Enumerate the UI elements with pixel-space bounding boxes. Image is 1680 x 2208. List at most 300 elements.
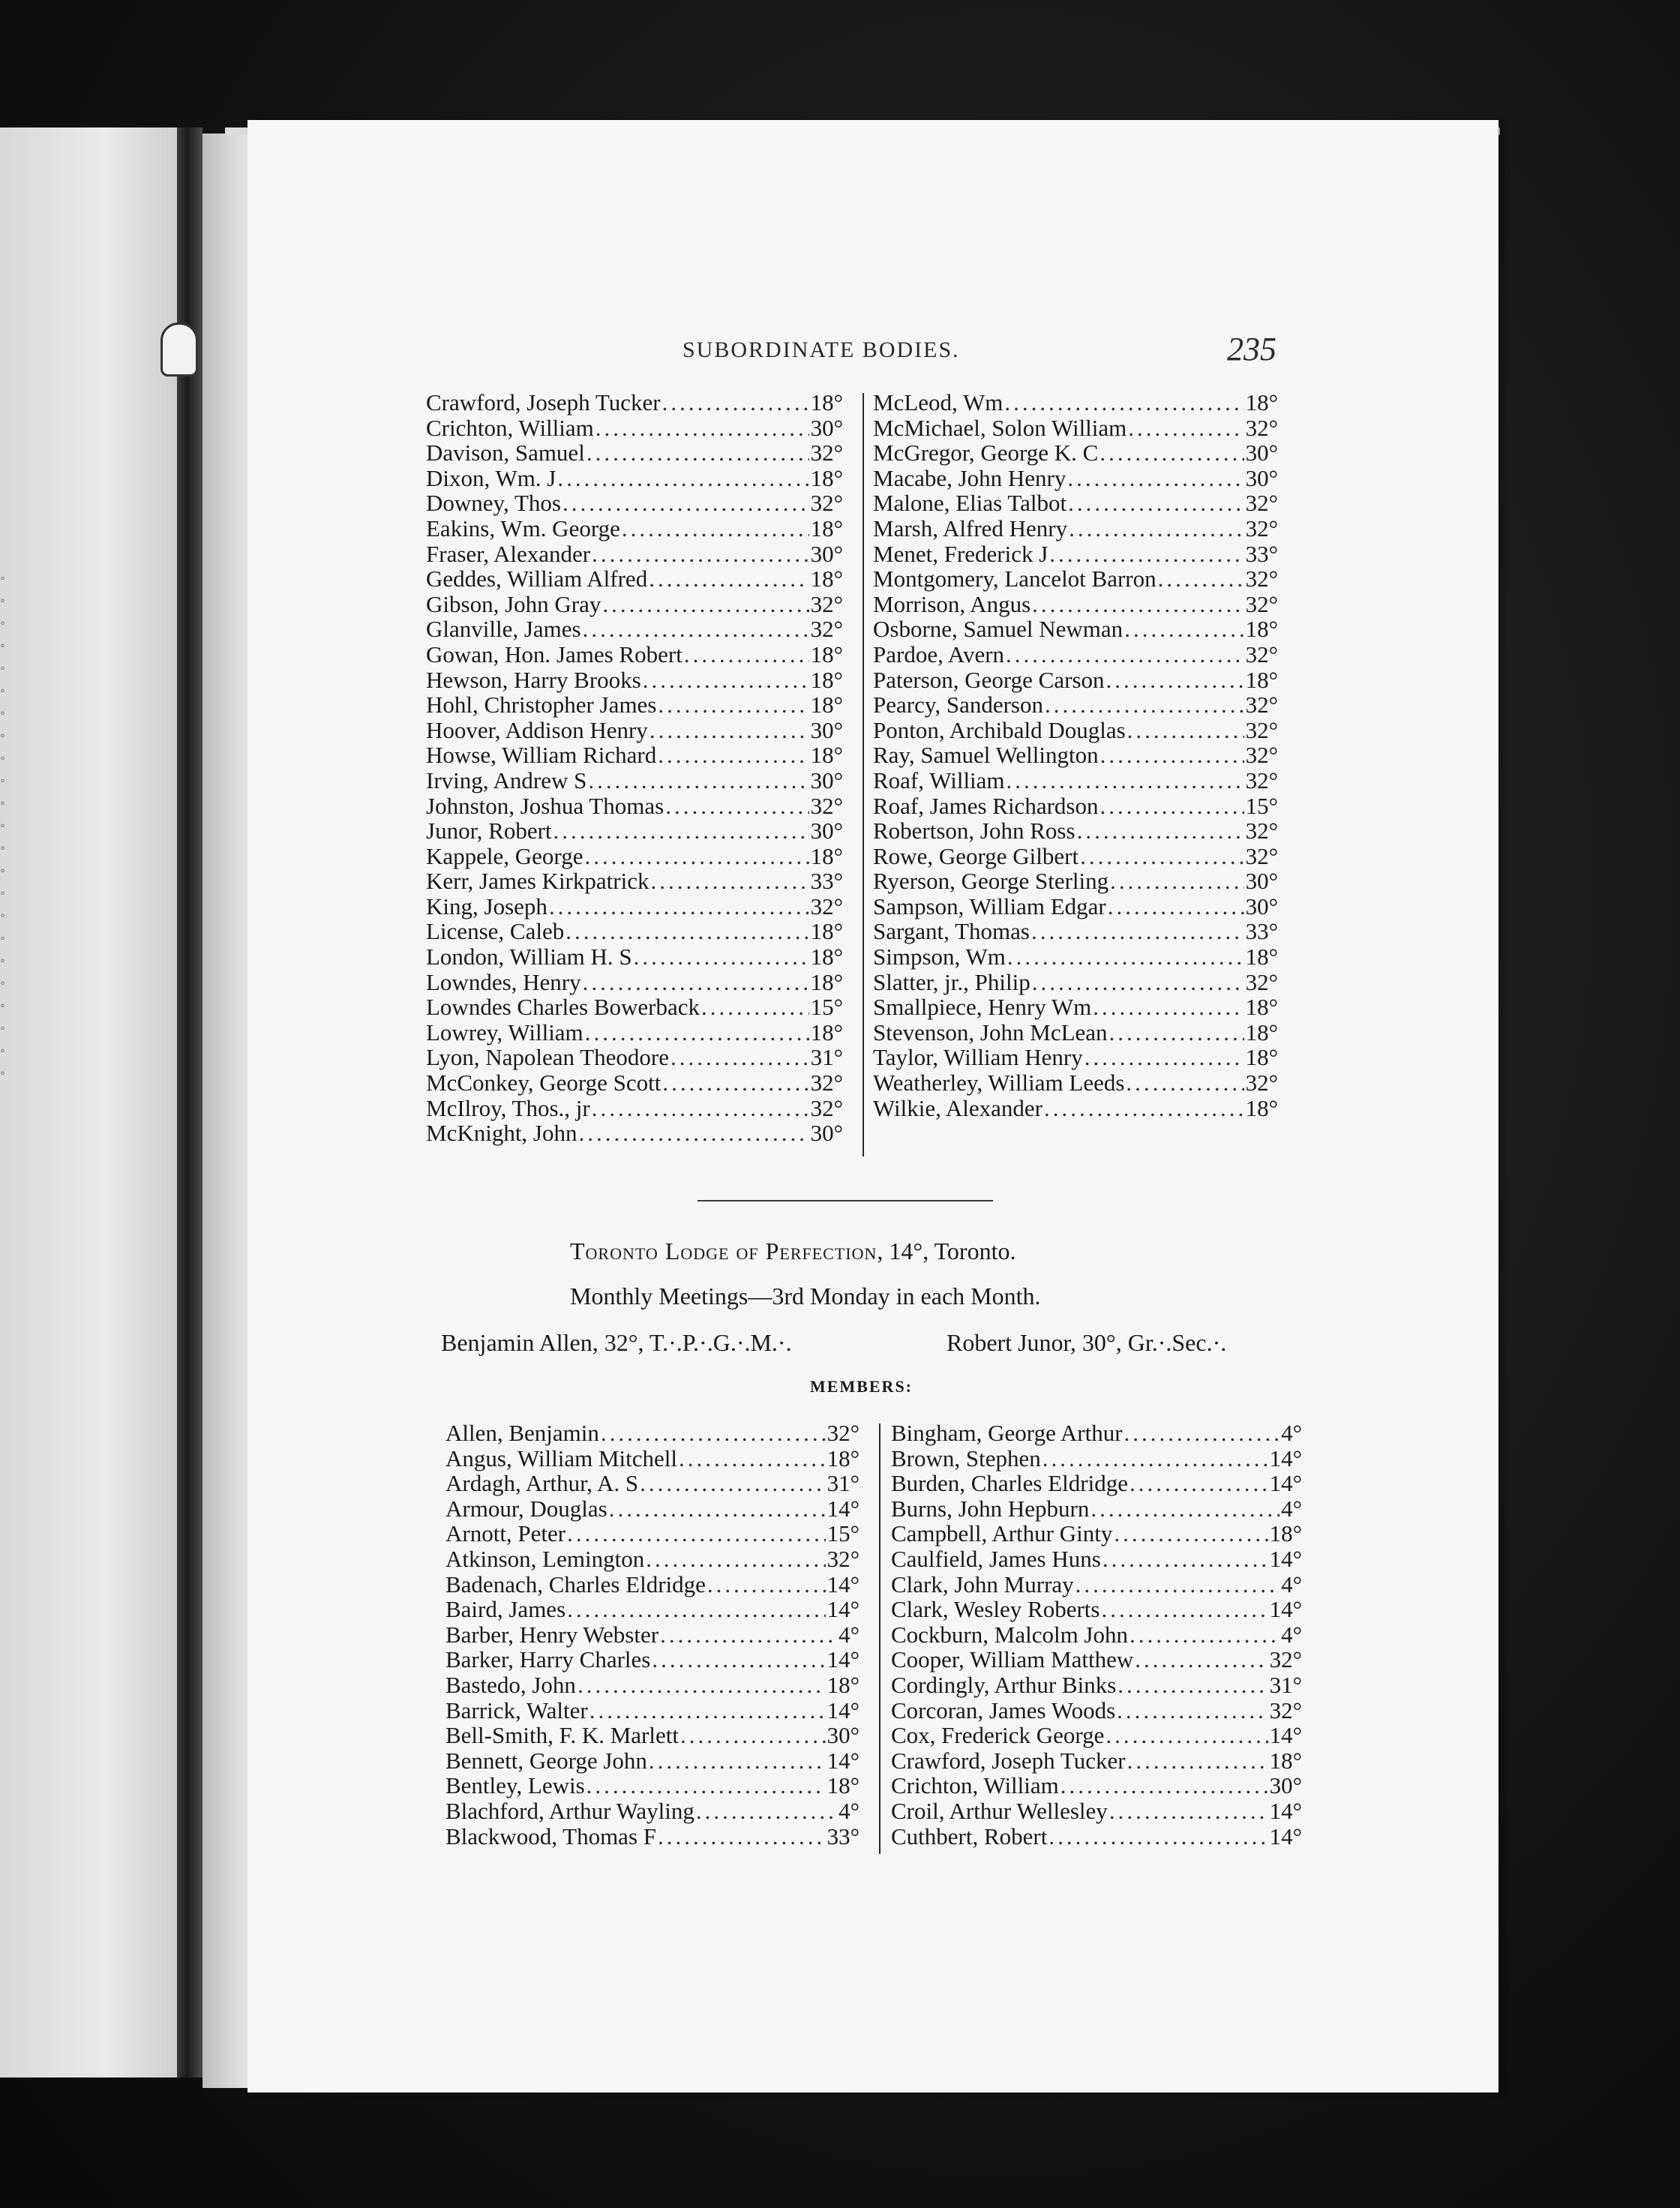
dot-leader (592, 1096, 809, 1121)
member-name: Corcoran, James Woods (891, 1696, 1116, 1724)
dot-leader (650, 868, 808, 894)
dot-leader (650, 718, 809, 743)
member-name: McKnight, John (426, 1120, 578, 1147)
officer-secretary: Robert Junor, 30°, Gr.·.Sec.·. (946, 1329, 1227, 1356)
dot-leader (1100, 794, 1244, 819)
dot-leader (1032, 970, 1244, 995)
member-degree: 30° (810, 1120, 843, 1147)
dot-leader (1114, 1521, 1268, 1546)
member-degree: 33° (810, 868, 843, 895)
dot-leader (1048, 1824, 1268, 1850)
member-degree: 18° (810, 944, 843, 970)
roster-entry (873, 994, 1278, 1020)
member-name: Ryerson, George Sterling (873, 868, 1109, 895)
member-name: Irving, Andrew S (426, 766, 587, 794)
member-degree: 32° (1245, 968, 1278, 995)
dot-leader (1031, 919, 1244, 944)
member-degree: 18° (1269, 1520, 1302, 1547)
member-name: McMichael, Solon William (873, 414, 1127, 441)
dot-leader (1109, 1020, 1244, 1046)
member-name: Bentley, Lewis (446, 1772, 585, 1799)
dot-leader (1067, 466, 1244, 491)
member-degree: 30° (810, 716, 843, 743)
member-degree: 32° (810, 490, 843, 517)
member-degree: 30° (1245, 868, 1278, 895)
roster-entry (426, 642, 843, 668)
member-name: Crawford, Joseph Tucker (426, 389, 661, 416)
member-name: Simpson, Wm (873, 944, 1006, 970)
member-name: Lowndes, Henry (426, 968, 581, 995)
member-name: Roaf, James Richardson (873, 792, 1099, 819)
member-name: Bell-Smith, F. K. Marlett (446, 1722, 679, 1749)
roster-entry (873, 844, 1278, 869)
roster-entry (426, 1096, 843, 1121)
dot-leader (609, 1496, 826, 1522)
member-name: Sampson, William Edgar (873, 892, 1106, 920)
dot-leader (622, 516, 809, 542)
dot-leader (590, 1698, 826, 1724)
dot-leader (602, 592, 808, 617)
member-name: Sargant, Thomas (873, 918, 1030, 945)
dot-leader (1042, 1446, 1268, 1472)
roster-entry (873, 794, 1278, 819)
member-degree: 18° (810, 566, 843, 592)
member-name: Burns, John Hepburn (891, 1495, 1090, 1522)
member-name: Wilkie, Alexander (873, 1094, 1043, 1121)
member-degree: 32° (1245, 842, 1278, 869)
member-degree: 32° (1245, 590, 1278, 617)
dot-leader (662, 1070, 808, 1096)
member-degree: 14° (1269, 1722, 1302, 1749)
member-degree: 32° (810, 1070, 843, 1096)
member-degree: 18° (810, 464, 843, 491)
member-degree: 32° (810, 792, 843, 819)
lodge-title-detail: , 14°, Toronto. (877, 1238, 1016, 1264)
member-degree: 14° (826, 1570, 860, 1598)
member-name: Junor, Robert (426, 818, 552, 844)
dot-leader (1106, 668, 1244, 693)
member-name: McGregor, George K. C (873, 440, 1099, 466)
member-name: Caulfield, James Huns (891, 1545, 1101, 1572)
member-name: Allen, Benjamin (446, 1420, 599, 1446)
dot-leader (707, 1572, 826, 1598)
member-degree: 18° (810, 1018, 843, 1046)
member-name: Barrick, Walter (446, 1696, 588, 1724)
dot-leader (584, 844, 808, 869)
roster-entry (891, 1496, 1302, 1522)
roster-entry (426, 466, 843, 491)
dot-leader (1068, 490, 1244, 516)
facing-page-edge (0, 128, 177, 2078)
dot-leader (1006, 768, 1244, 794)
member-name: Brown, Stephen (891, 1444, 1041, 1472)
roster-entry (873, 742, 1278, 768)
roster-entry (873, 542, 1278, 567)
member-degree: 15° (810, 994, 843, 1021)
dot-leader (1109, 1798, 1268, 1824)
member-degree: 30° (1245, 464, 1278, 491)
dot-leader (588, 768, 808, 794)
member-degree: 18° (1245, 1044, 1278, 1071)
member-name: Lowrey, William (426, 1018, 584, 1046)
member-degree: 18° (1245, 944, 1278, 970)
members-left-column (446, 1420, 860, 1849)
dot-leader (1006, 642, 1244, 668)
member-degree: 14° (826, 1747, 860, 1774)
member-name: Macabe, John Henry (873, 464, 1066, 491)
roster-entry (426, 440, 843, 466)
member-degree: 14° (826, 1646, 860, 1673)
roster-entry (426, 844, 843, 869)
member-degree: 4° (1281, 1420, 1302, 1446)
member-degree: 18° (1245, 994, 1278, 1021)
roster-entry (873, 390, 1278, 416)
roster-entry (873, 516, 1278, 542)
dot-leader (1032, 592, 1244, 617)
roster-entry (446, 1622, 860, 1648)
member-name: Lowndes Charles Bowerback (426, 994, 700, 1021)
upper-roster-left-column (426, 390, 843, 1146)
member-degree: 33° (1245, 540, 1278, 567)
dot-leader (1044, 1096, 1244, 1121)
dot-leader (1117, 1698, 1268, 1724)
member-degree: 30° (1245, 440, 1278, 466)
member-name: Hohl, Christopher James (426, 692, 657, 718)
member-degree: 18° (1245, 616, 1278, 643)
roster-entry (426, 516, 843, 542)
roster-entry (446, 1723, 860, 1748)
roster-entry (873, 868, 1278, 894)
dot-leader (579, 1120, 809, 1146)
roster-entry (873, 1020, 1278, 1046)
member-degree: 30° (826, 1722, 860, 1749)
roster-entry (426, 1020, 843, 1046)
book-spine (177, 128, 202, 2078)
roster-entry (426, 970, 843, 995)
member-name: Montgomery, Lancelot Barron (873, 566, 1156, 592)
dot-leader (549, 894, 809, 920)
roster-entry (873, 592, 1278, 617)
member-name: Eakins, Wm. George (426, 514, 620, 542)
member-name: Atkinson, Lemington (446, 1545, 645, 1572)
dot-leader (1118, 1672, 1268, 1698)
dot-leader (646, 1546, 825, 1572)
member-degree: 30° (1245, 892, 1278, 920)
member-name: Ardagh, Arthur, A. S (446, 1470, 639, 1497)
member-degree: 30° (810, 414, 843, 441)
dot-leader (586, 1773, 826, 1798)
member-degree: 18° (1245, 389, 1278, 416)
member-name: License, Caleb (426, 918, 565, 945)
roster-entry (873, 566, 1278, 592)
member-name: Glanville, James (426, 616, 581, 643)
roster-entry (873, 416, 1278, 441)
member-degree: 18° (826, 1772, 860, 1799)
member-name: McLeod, Wm (873, 389, 1004, 416)
member-degree: 18° (810, 692, 843, 718)
members-column-divider (879, 1424, 880, 1854)
roster-entry (426, 1045, 843, 1070)
dot-leader (562, 490, 809, 516)
lodge-name: Toronto Lodge of Perfection (570, 1238, 878, 1264)
dot-leader (1130, 1471, 1268, 1496)
member-name: Campbell, Arthur Ginty (891, 1520, 1113, 1547)
dot-leader (680, 1723, 826, 1748)
member-name: Cordingly, Arthur Binks (891, 1671, 1117, 1698)
upper-column-divider (862, 393, 864, 1156)
running-head: SUBORDINATE BODIES. (682, 338, 960, 362)
dot-leader (658, 1824, 826, 1850)
roster-entry (446, 1496, 860, 1522)
member-name: Marsh, Alfred Henry (873, 514, 1068, 542)
member-name: McConkey, George Scott (426, 1070, 662, 1096)
roster-entry (891, 1672, 1302, 1698)
member-name: Kerr, James Kirkpatrick (426, 868, 650, 895)
member-degree: 32° (826, 1545, 860, 1572)
dot-leader (1106, 1723, 1268, 1748)
dot-leader (596, 416, 809, 441)
roster-entry (446, 1824, 860, 1850)
roster-entry (873, 1096, 1278, 1121)
facing-page-margin-marks: ° ° ° ° ° ° ° ° ° ° ° ° ° ° ° ° ° ° ° ° ° ° ° (0, 575, 5, 1082)
dot-leader (1127, 718, 1244, 743)
roster-entry (873, 466, 1278, 491)
members-heading: MEMBERS: (810, 1377, 913, 1396)
member-name: Downey, Thos (426, 490, 561, 517)
member-degree: 32° (1269, 1646, 1302, 1673)
dot-leader (1110, 868, 1244, 894)
member-degree: 18° (826, 1444, 860, 1472)
roster-entry (426, 894, 843, 920)
roster-entry (426, 919, 843, 944)
member-degree: 32° (1245, 716, 1278, 743)
roster-entry (426, 768, 843, 794)
member-degree: 32° (1245, 692, 1278, 718)
roster-entry (891, 1824, 1302, 1850)
member-name: Badenach, Charles Eldridge (446, 1570, 706, 1598)
member-degree: 32° (810, 892, 843, 920)
member-degree: 32° (1245, 640, 1278, 668)
member-degree: 30° (1269, 1772, 1302, 1799)
member-degree: 18° (810, 666, 843, 693)
page-number: 235 (1227, 331, 1276, 368)
member-degree: 4° (838, 1797, 860, 1824)
roster-entry (426, 668, 843, 693)
member-degree: 32° (1245, 1070, 1278, 1096)
dot-leader (1124, 616, 1244, 642)
roster-entry (426, 692, 843, 718)
dot-leader (583, 616, 809, 642)
member-degree: 32° (1245, 566, 1278, 592)
roster-entry (891, 1698, 1302, 1724)
member-degree: 18° (826, 1671, 860, 1698)
member-name: Pearcy, Sanderson (873, 692, 1043, 718)
member-name: Crichton, William (891, 1772, 1059, 1799)
dot-leader (557, 466, 808, 491)
member-name: Hewson, Harry Brooks (426, 666, 641, 693)
roster-entry (873, 718, 1278, 743)
roster-entry (891, 1798, 1302, 1824)
roster-entry (891, 1622, 1302, 1648)
member-degree: 14° (1269, 1822, 1302, 1850)
dot-leader (592, 542, 808, 567)
roster-entry (446, 1748, 860, 1774)
member-degree: 15° (826, 1520, 860, 1547)
dot-leader (1158, 566, 1244, 592)
member-name: Lyon, Napolean Theodore (426, 1044, 669, 1071)
roster-entry (891, 1572, 1302, 1598)
member-name: Clark, John Murray (891, 1570, 1074, 1598)
member-name: Roaf, William (873, 766, 1005, 794)
member-name: Bingham, George Arthur (891, 1420, 1123, 1446)
member-name: Fraser, Alexander (426, 540, 591, 567)
member-degree: 32° (1245, 742, 1278, 769)
member-name: Dixon, Wm. J (426, 464, 556, 491)
roster-entry (426, 742, 843, 768)
member-degree: 18° (1245, 1094, 1278, 1121)
page-gutter (202, 134, 249, 2088)
member-degree: 32° (1245, 490, 1278, 517)
member-degree: 33° (826, 1822, 860, 1850)
roster-entry (891, 1446, 1302, 1472)
member-degree: 18° (810, 389, 843, 416)
member-degree: 18° (810, 742, 843, 769)
dot-leader (1045, 692, 1244, 718)
roster-entry (873, 1070, 1278, 1096)
dot-leader (649, 1748, 826, 1774)
member-name: Pardoe, Avern (873, 640, 1005, 668)
roster-entry (426, 794, 843, 819)
member-name: Paterson, George Carson (873, 666, 1105, 693)
dot-leader (662, 390, 809, 416)
member-name: Baird, James (446, 1596, 566, 1623)
roster-entry (891, 1521, 1302, 1546)
roster-entry (426, 616, 843, 642)
roster-entry (873, 440, 1278, 466)
dot-leader (583, 970, 809, 995)
roster-entry (873, 692, 1278, 718)
roster-entry (446, 1471, 860, 1496)
dot-leader (585, 1020, 809, 1046)
section-divider-rule (698, 1200, 993, 1202)
dot-leader (643, 668, 809, 693)
roster-entry (426, 592, 843, 617)
member-name: Burden, Charles Eldridge (891, 1470, 1128, 1497)
roster-entry (446, 1597, 860, 1622)
member-name: Slatter, jr., Philip (873, 968, 1030, 995)
roster-entry (426, 818, 843, 844)
member-degree: 18° (1245, 1018, 1278, 1046)
dot-leader (1108, 894, 1244, 920)
dot-leader (1004, 390, 1244, 416)
dot-leader (658, 742, 808, 768)
member-name: Crichton, William (426, 414, 594, 441)
officer-master: Benjamin Allen, 32°, T.·.P.·.G.·.M.·. (441, 1329, 792, 1356)
member-degree: 18° (810, 842, 843, 869)
dot-leader (1100, 742, 1244, 768)
roster-entry (446, 1521, 860, 1546)
roster-entry (426, 566, 843, 592)
member-name: Blachford, Arthur Wayling (446, 1797, 694, 1824)
member-degree: 18° (1245, 666, 1278, 693)
member-name: Gibson, John Gray (426, 590, 602, 617)
dot-leader (601, 1420, 826, 1446)
member-name: Bastedo, John (446, 1671, 576, 1698)
member-degree: 32° (810, 616, 843, 643)
member-name: Gowan, Hon. James Robert (426, 640, 682, 668)
roster-entry (426, 994, 843, 1020)
member-name: Cuthbert, Robert (891, 1822, 1048, 1850)
dot-leader (1126, 1070, 1244, 1096)
member-degree: 14° (826, 1596, 860, 1623)
member-name: Howse, William Richard (426, 742, 657, 769)
member-name: Cox, Frederick George (891, 1722, 1105, 1749)
member-name: Hoover, Addison Henry (426, 716, 648, 743)
members-right-column (891, 1420, 1302, 1849)
dot-leader (1069, 516, 1244, 542)
dot-leader (1084, 1045, 1244, 1070)
member-name: Robertson, John Ross (873, 818, 1076, 844)
roster-entry (446, 1546, 860, 1572)
dot-leader (649, 566, 808, 592)
member-name: Davison, Samuel (426, 440, 585, 466)
dot-leader (670, 1045, 809, 1070)
member-degree: 14° (1269, 1545, 1302, 1572)
roster-entry (446, 1647, 860, 1672)
dot-leader (640, 1471, 826, 1496)
roster-entry (891, 1748, 1302, 1774)
roster-entry (873, 970, 1278, 995)
roster-entry (891, 1420, 1302, 1446)
roster-entry (873, 919, 1278, 944)
member-name: Rowe, George Gilbert (873, 842, 1079, 869)
member-name: Armour, Douglas (446, 1495, 608, 1522)
roster-entry (873, 642, 1278, 668)
dot-leader (1076, 1572, 1280, 1598)
member-name: King, Joseph (426, 892, 548, 920)
roster-entry (873, 818, 1278, 844)
member-degree: 32° (826, 1420, 860, 1446)
roster-entry (446, 1798, 860, 1824)
member-name: Arnott, Peter (446, 1520, 566, 1547)
member-name: Smallpiece, Henry Wm (873, 994, 1092, 1021)
member-degree: 32° (810, 440, 843, 466)
member-name: Johnston, Joshua Thomas (426, 792, 664, 819)
meetings-schedule: Monthly Meetings—3rd Monday in each Month. (570, 1282, 1041, 1310)
roster-entry (446, 1672, 860, 1698)
member-degree: 32° (1269, 1696, 1302, 1724)
member-degree: 30° (810, 540, 843, 567)
roster-entry (426, 718, 843, 743)
member-degree: 30° (810, 766, 843, 794)
roster-entry (873, 616, 1278, 642)
member-degree: 32° (1245, 514, 1278, 542)
member-name: Menet, Frederick J (873, 540, 1048, 567)
member-name: Crawford, Joseph Tucker (891, 1747, 1126, 1774)
member-name: Taylor, William Henry (873, 1044, 1083, 1071)
member-name: Morrison, Angus (873, 590, 1031, 617)
roster-entry (873, 944, 1278, 970)
roster-entry (873, 490, 1278, 516)
roster-entry (426, 390, 843, 416)
dot-leader (1049, 542, 1244, 567)
member-degree: 18° (810, 514, 843, 542)
dot-leader (701, 994, 809, 1020)
member-degree: 4° (838, 1621, 860, 1648)
member-degree: 14° (826, 1696, 860, 1724)
dot-leader (1060, 1773, 1268, 1798)
roster-entry (873, 1045, 1278, 1070)
